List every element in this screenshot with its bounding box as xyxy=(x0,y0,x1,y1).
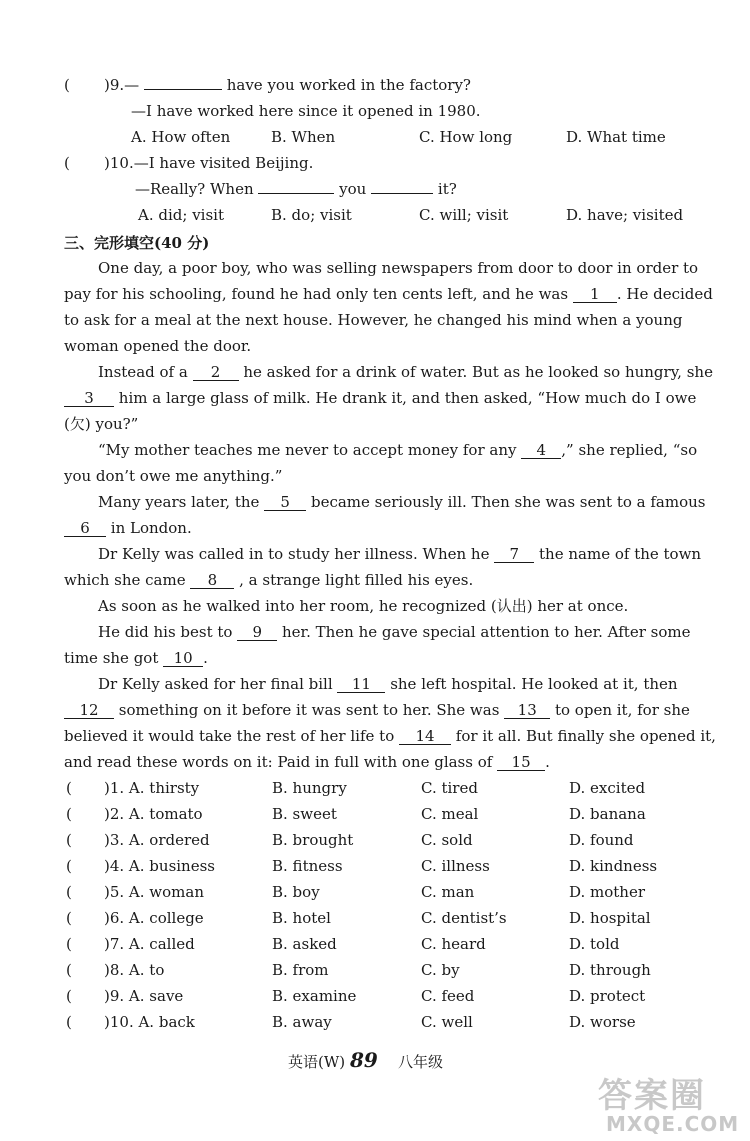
passage-line: believed it would take the rest of her life to 14 for it all. But finally she opened it, xyxy=(64,727,716,745)
footer-subject: 英语(W) xyxy=(288,1053,346,1071)
answer-paren: ( xyxy=(66,779,72,797)
option-b: B. brought xyxy=(272,831,354,849)
passage-line: As soon as he walked into her room, he recognized (认出) her at once. xyxy=(98,597,629,615)
option-c: C. tired xyxy=(421,779,478,797)
blank-9: 9 xyxy=(237,624,277,641)
answer-paren: ( xyxy=(66,909,72,927)
passage-line: to ask for a meal at the next house. However, he changed his mind when a young xyxy=(64,311,683,329)
option-a: )3. A. ordered xyxy=(104,831,210,849)
watermark-logo: 答案圈 xyxy=(598,1076,706,1116)
passage-line: Dr Kelly asked for her final bill 11 she left hospital. He looked at it, then xyxy=(98,675,678,693)
blank xyxy=(144,89,222,90)
passage-line: He did his best to 9 her. Then he gave special attention to her. After some xyxy=(98,623,691,641)
option-d: D. worse xyxy=(569,1013,636,1031)
answer-paren: ( xyxy=(64,76,70,94)
passage-line: time she got 10 . xyxy=(64,649,208,667)
passage-line: “My mother teaches me never to accept money for any 4 ,” she replied, “so xyxy=(98,441,698,459)
option-a: )8. A. to xyxy=(104,961,165,979)
blank-8: 8 xyxy=(190,572,234,589)
option-a: )5. A. woman xyxy=(104,883,204,901)
option-a: )1. A. thirsty xyxy=(104,779,200,797)
passage-line: 3 him a large glass of milk. He drank it, and then asked, “How much do I owe xyxy=(64,388,696,408)
option-c: C. sold xyxy=(421,831,473,849)
answer-paren: ( xyxy=(66,961,72,979)
option-a: A. did; visit xyxy=(138,206,224,224)
option-d: D. kindness xyxy=(569,857,658,875)
passage-line: pay for his schooling, found he had only ten cents left, and he was 1 . He decided xyxy=(64,285,713,303)
passage-line: (欠) you?” xyxy=(64,415,139,433)
blank-15: 15 xyxy=(497,754,545,771)
answer-paren: ( xyxy=(66,857,72,875)
option-d: D. told xyxy=(569,935,620,953)
passage-line: woman opened the door. xyxy=(64,337,252,355)
blank-10: 10 xyxy=(163,650,203,667)
option-b: B. sweet xyxy=(272,805,337,823)
answer-paren: ( xyxy=(66,1013,72,1031)
blank-13: 13 xyxy=(504,702,550,719)
option-b: B. hotel xyxy=(272,909,331,927)
footer-grade: 八年级 xyxy=(398,1053,444,1071)
option-d: D. What time xyxy=(566,128,666,146)
option-c: C. by xyxy=(421,961,460,979)
answer-paren: ( xyxy=(66,831,72,849)
option-c: C. illness xyxy=(421,857,490,875)
passage-line: Dr Kelly was called in to study her illness. When he 7 the name of the town xyxy=(98,545,702,563)
option-d: D. mother xyxy=(569,883,646,901)
passage-line: Instead of a 2 he asked for a drink of water. But as he looked so hungry, she xyxy=(98,363,713,381)
option-d: D. found xyxy=(569,831,634,849)
option-b: B. fitness xyxy=(272,857,343,875)
question-10-stem: )10.—I have visited Beijing. xyxy=(104,154,314,172)
answer-paren: ( xyxy=(66,883,72,901)
question-9-reply: —I have worked here since it opened in 1980. xyxy=(131,102,481,120)
option-c: C. will; visit xyxy=(419,206,509,224)
passage-line: Many years later, the 5 became seriously ill. Then she was sent to a famous xyxy=(98,493,706,511)
blank-6: 6 xyxy=(64,520,106,537)
blank-3: 3 xyxy=(64,390,114,407)
passage-line: you don’t owe me anything.” xyxy=(64,467,283,485)
question-9-stem: )9.— have you worked in the factory? xyxy=(104,76,471,94)
option-c: C. man xyxy=(421,883,475,901)
answer-paren: ( xyxy=(64,154,70,172)
option-b: B. hungry xyxy=(272,779,347,797)
blank-11: 11 xyxy=(337,676,385,693)
option-a: )9. A. save xyxy=(104,987,184,1005)
option-d: D. through xyxy=(569,961,651,979)
option-b: B. boy xyxy=(272,883,320,901)
option-c: C. How long xyxy=(419,128,513,146)
option-d: D. have; visited xyxy=(566,206,684,224)
option-c: C. meal xyxy=(421,805,479,823)
question-10-reply: —Really? When you it? xyxy=(135,180,457,198)
option-a: )2. A. tomato xyxy=(104,805,203,823)
blank xyxy=(371,193,433,194)
answer-paren: ( xyxy=(66,987,72,1005)
option-b: B. When xyxy=(271,128,336,146)
option-a: A. How often xyxy=(131,128,231,146)
answer-paren: ( xyxy=(66,935,72,953)
blank xyxy=(258,193,334,194)
section-title: 三、完形填空(40 分) xyxy=(64,234,210,252)
option-b: B. examine xyxy=(272,987,357,1005)
page-number: 89 xyxy=(350,1048,378,1072)
option-d: D. protect xyxy=(569,987,646,1005)
passage-line: which she came 8 , a strange light filled his eyes. xyxy=(64,571,474,589)
option-b: B. from xyxy=(272,961,329,979)
answer-paren: ( xyxy=(66,805,72,823)
blank-1: 1 xyxy=(573,286,617,303)
option-a: )10. A. back xyxy=(104,1013,195,1031)
blank-12: 12 xyxy=(64,702,114,719)
option-d: D. excited xyxy=(569,779,646,797)
option-b: B. away xyxy=(272,1013,332,1031)
passage-line: 12 something on it before it was sent to her. She was 13 to open it, for she xyxy=(64,700,690,720)
passage-line: and read these words on it: Paid in full with one glass of 15 . xyxy=(64,753,550,771)
option-a: )6. A. college xyxy=(104,909,204,927)
option-b: B. do; visit xyxy=(271,206,352,224)
option-d: D. hospital xyxy=(569,909,651,927)
blank-2: 2 xyxy=(193,364,239,381)
option-b: B. asked xyxy=(272,935,337,953)
passage-line: 6 in London. xyxy=(64,518,192,538)
blank-7: 7 xyxy=(494,546,534,563)
option-c: C. heard xyxy=(421,935,486,953)
blank-5: 5 xyxy=(264,494,306,511)
blank-14: 14 xyxy=(399,728,451,745)
watermark-url: MXQE.COM xyxy=(606,1112,740,1136)
option-d: D. banana xyxy=(569,805,646,823)
passage-line: One day, a poor boy, who was selling newspapers from door to door in order to xyxy=(98,259,699,277)
option-a: )7. A. called xyxy=(104,935,195,953)
option-c: C. well xyxy=(421,1013,473,1031)
option-c: C. feed xyxy=(421,987,475,1005)
blank-4: 4 xyxy=(521,442,561,459)
option-a: )4. A. business xyxy=(104,857,215,875)
option-c: C. dentist’s xyxy=(421,909,507,927)
